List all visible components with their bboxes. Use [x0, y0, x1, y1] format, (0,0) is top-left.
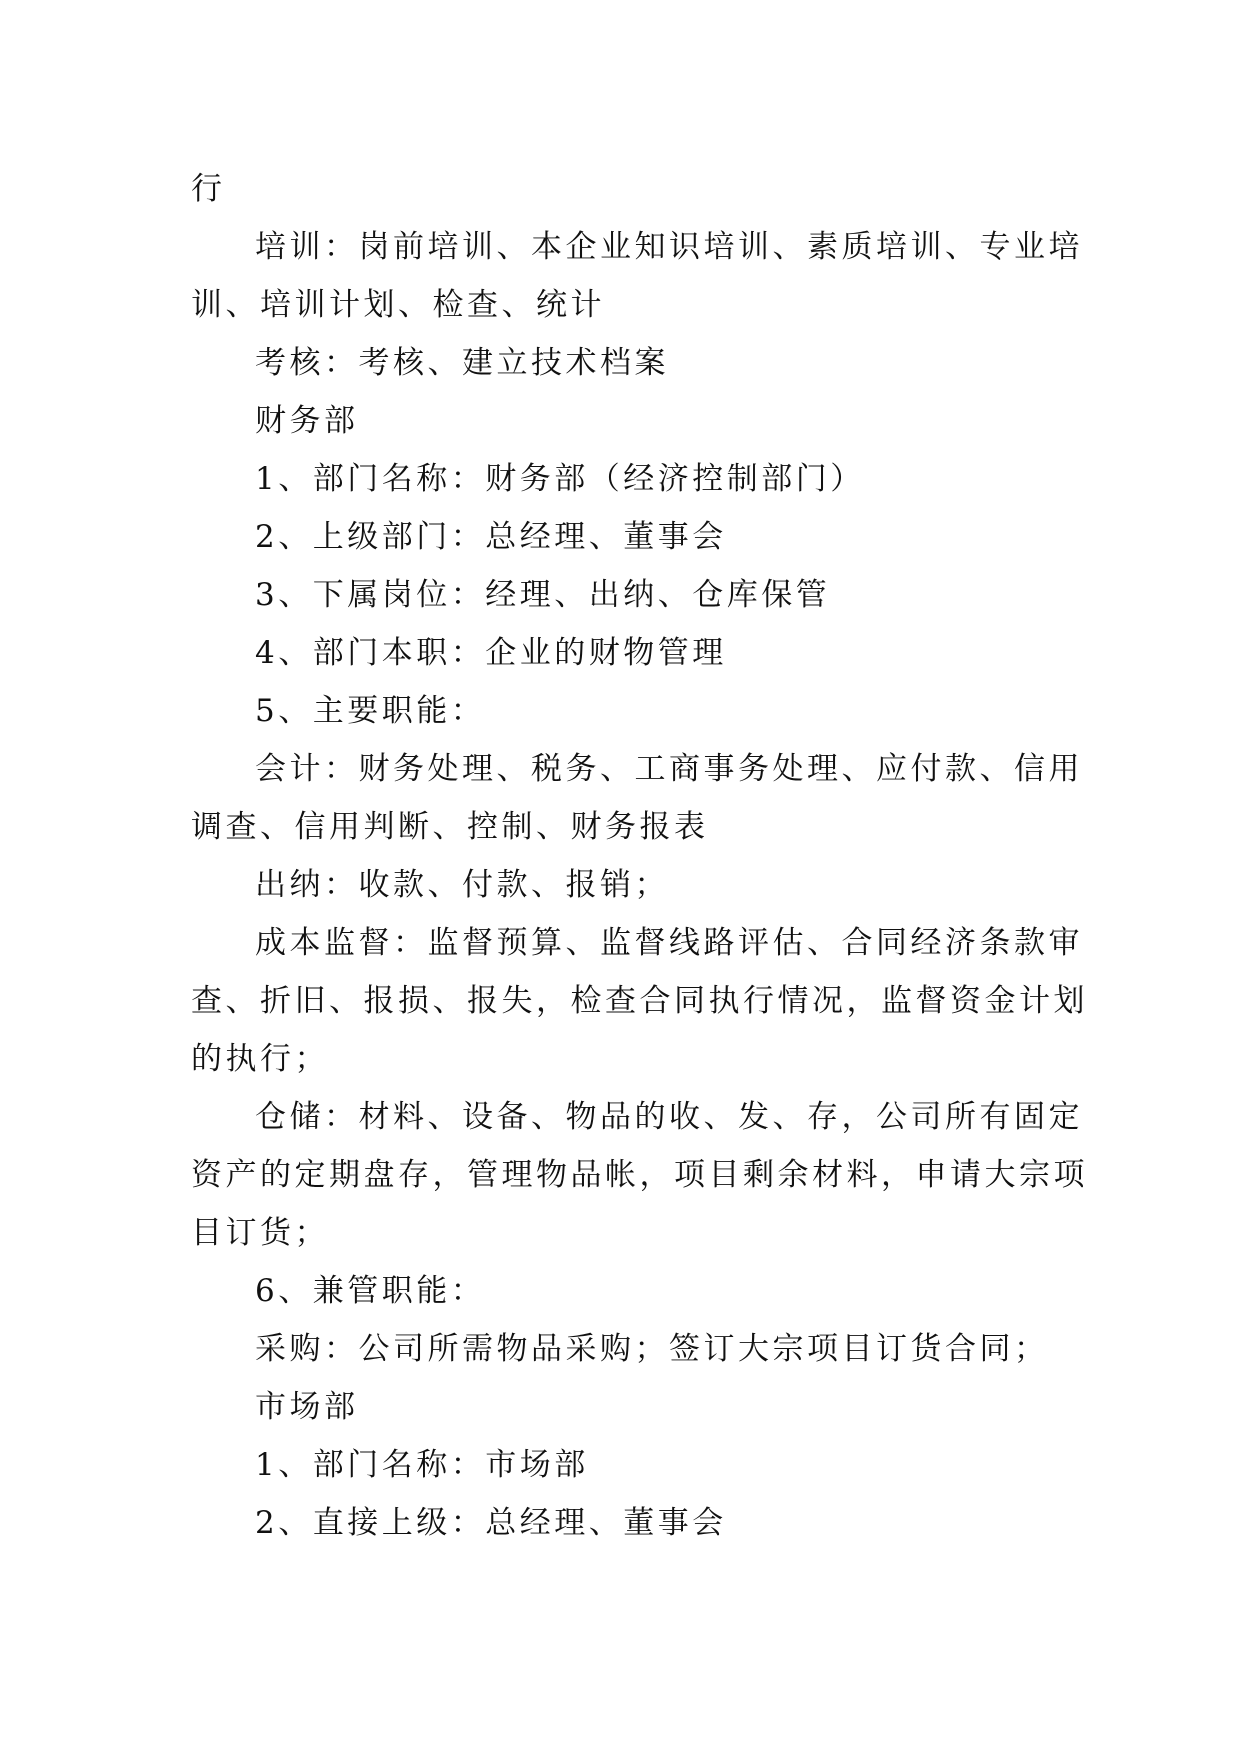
finance-item-4: 4、部门本职：企业的财物管理: [255, 635, 727, 671]
accounting-paragraph-line-1: 会计：财务处理、税务、工商事务处理、应付款、信用: [255, 751, 1083, 787]
finance-item-6: 6、兼管职能：: [255, 1273, 486, 1309]
storage-paragraph-line-1: 仓储：材料、设备、物品的收、发、存，公司所有固定: [255, 1099, 1083, 1135]
assessment-paragraph: 考核：考核、建立技术档案: [255, 345, 669, 381]
market-item-1: 1、部门名称：市场部: [255, 1447, 589, 1483]
cost-supervision-line-1: 成本监督：监督预算、监督线路评估、合同经济条款审: [255, 925, 1083, 961]
continuation-line: 行: [191, 171, 226, 207]
storage-paragraph-line-3: 目订货；: [191, 1215, 329, 1251]
cost-supervision-line-2: 查、折旧、报损、报失，检查合同执行情况，监督资金计划: [191, 983, 1088, 1019]
finance-item-3: 3、下属岗位：经理、出纳、仓库保管: [255, 577, 831, 613]
finance-item-5: 5、主要职能：: [255, 693, 486, 729]
market-department-heading: 市场部: [255, 1389, 359, 1425]
training-paragraph-line-1: 培训：岗前培训、本企业知识培训、素质培训、专业培: [255, 229, 1083, 265]
cost-supervision-line-3: 的执行；: [191, 1041, 329, 1077]
document-body: [191, 160, 1088, 1552]
market-item-2: 2、直接上级：总经理、董事会: [255, 1505, 727, 1541]
finance-item-2: 2、上级部门：总经理、董事会: [255, 519, 727, 555]
storage-paragraph-line-2: 资产的定期盘存，管理物品帐，项目剩余材料，申请大宗项: [191, 1157, 1088, 1193]
cashier-paragraph: 出纳：收款、付款、报销；: [255, 867, 669, 903]
purchasing-paragraph: 采购：公司所需物品采购；签订大宗项目订货合同；: [255, 1331, 1049, 1367]
training-paragraph-line-2: 训、培训计划、检查、统计: [191, 287, 605, 323]
accounting-paragraph-line-2: 调查、信用判断、控制、财务报表: [191, 809, 709, 845]
finance-department-heading: 财务部: [255, 403, 359, 439]
finance-item-1: 1、部门名称：财务部（经济控制部门）: [255, 461, 865, 497]
